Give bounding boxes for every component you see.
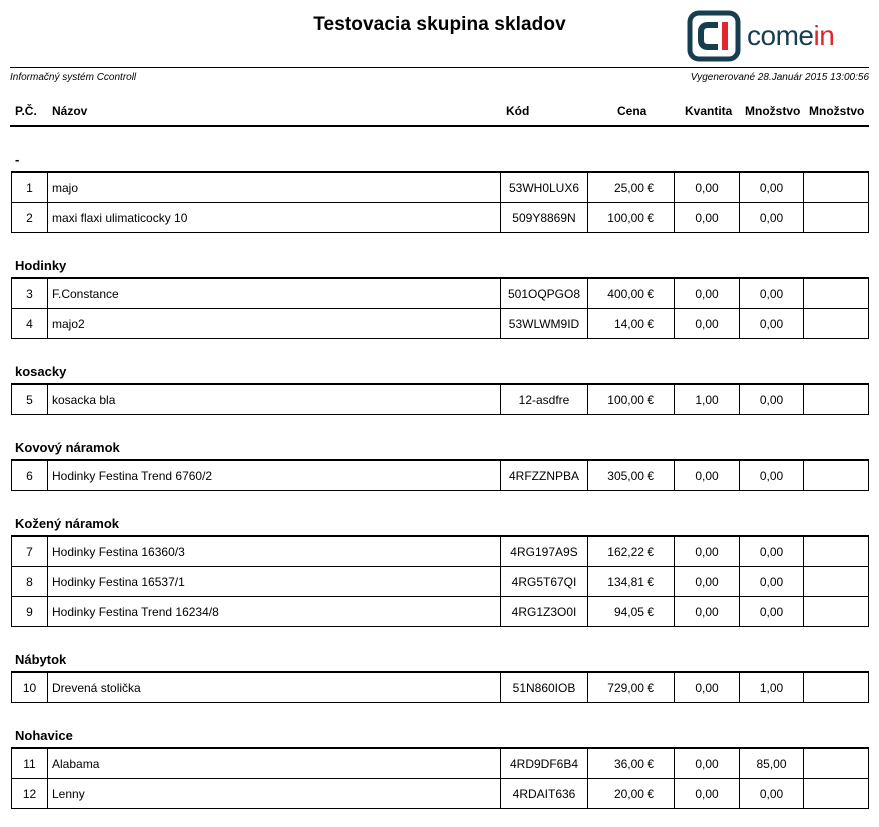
row-number: 1 — [12, 172, 48, 203]
item-quantity: 0,00 — [675, 309, 740, 339]
group-table — [11, 171, 869, 233]
report-title: Testovacia skupina skladov — [313, 14, 566, 35]
table-row — [12, 779, 869, 809]
item-quantity: 0,00 — [675, 672, 740, 703]
table-row — [12, 567, 869, 597]
item-code: 4RG197A9S — [501, 536, 588, 567]
row-number: 12 — [12, 779, 48, 809]
item-code: 53WH0LUX6 — [501, 172, 588, 203]
column-header-amount: Množstvo — [745, 104, 801, 118]
item-amount-2 — [804, 172, 869, 203]
row-number: 8 — [12, 567, 48, 597]
item-name: Hodinky Festina 16360/3 — [48, 536, 501, 567]
column-header-price: Cena — [617, 104, 647, 118]
item-price: 20,00 € — [588, 779, 675, 809]
group-label: kosacky — [15, 364, 67, 379]
header-rule — [10, 67, 869, 68]
logo-mark-icon — [687, 10, 745, 66]
group-table — [11, 747, 869, 809]
table-row — [12, 748, 869, 779]
table-row — [12, 536, 869, 567]
item-code: 12-asdfre — [501, 384, 588, 415]
item-amount-2 — [804, 278, 869, 309]
item-quantity: 1,00 — [675, 384, 740, 415]
system-label: Informačný systém Ccontroll — [10, 72, 137, 83]
group-label: - — [15, 152, 20, 167]
item-amount: 0,00 — [740, 597, 804, 627]
item-name: Hodinky Festina Trend 6760/2 — [48, 460, 501, 491]
item-amount: 0,00 — [740, 203, 804, 233]
table-header-rule — [10, 125, 869, 127]
item-amount: 0,00 — [740, 779, 804, 809]
item-amount: 0,00 — [740, 536, 804, 567]
item-code: 4RG5T67QI — [501, 567, 588, 597]
item-code: 509Y8869N — [501, 203, 588, 233]
item-amount: 0,00 — [740, 309, 804, 339]
item-amount: 85,00 — [740, 748, 804, 779]
row-number: 11 — [12, 748, 48, 779]
table-row — [12, 460, 869, 491]
group-table — [11, 671, 869, 703]
item-name: maxi flaxi ulimaticocky 10 — [48, 203, 501, 233]
table-row — [12, 203, 869, 233]
group-label: Hodinky — [15, 258, 67, 273]
item-amount-2 — [804, 203, 869, 233]
table-row — [12, 278, 869, 309]
item-amount-2 — [804, 460, 869, 491]
item-amount-2 — [804, 748, 869, 779]
logo-wordmark — [747, 20, 834, 52]
item-quantity: 0,00 — [675, 748, 740, 779]
item-amount-2 — [804, 536, 869, 567]
group-label: Kovový náramok — [15, 440, 120, 455]
item-amount: 0,00 — [740, 460, 804, 491]
item-quantity: 0,00 — [675, 567, 740, 597]
group-table — [11, 383, 869, 415]
table-row — [12, 172, 869, 203]
item-quantity: 0,00 — [675, 278, 740, 309]
group-table — [11, 459, 869, 491]
item-name: Drevená stolička — [48, 672, 501, 703]
generated-timestamp: Vygenerované 28.Január 2015 13:00:56 — [690, 72, 869, 83]
item-price: 729,00 € — [588, 672, 675, 703]
item-name: majo — [48, 172, 501, 203]
row-number: 9 — [12, 597, 48, 627]
item-amount-2 — [804, 672, 869, 703]
item-code: 4RDAIT636 — [501, 779, 588, 809]
row-number: 3 — [12, 278, 48, 309]
logo-wordmark-accent: in — [813, 20, 835, 51]
item-name: Hodinky Festina Trend 16234/8 — [48, 597, 501, 627]
group-label: Nábytok — [15, 652, 67, 667]
item-name: Alabama — [48, 748, 501, 779]
item-code: 4RD9DF6B4 — [501, 748, 588, 779]
row-number: 4 — [12, 309, 48, 339]
item-price: 94,05 € — [588, 597, 675, 627]
table-row — [12, 597, 869, 627]
item-amount-2 — [804, 779, 869, 809]
column-header-amount-2: Množstvo — [809, 104, 865, 118]
item-price: 100,00 € — [588, 203, 675, 233]
item-code: 4RFZZNPBA — [501, 460, 588, 491]
item-amount-2 — [804, 384, 869, 415]
group-table — [11, 277, 869, 339]
item-price: 400,00 € — [588, 278, 675, 309]
item-price: 134,81 € — [588, 567, 675, 597]
item-price: 100,00 € — [588, 384, 675, 415]
item-name: kosacka bla — [48, 384, 501, 415]
item-name: Lenny — [48, 779, 501, 809]
table-row — [12, 309, 869, 339]
item-price: 162,22 € — [588, 536, 675, 567]
item-name: F.Constance — [48, 278, 501, 309]
column-header-quantity: Kvantita — [685, 104, 733, 118]
item-quantity: 0,00 — [675, 203, 740, 233]
item-amount: 0,00 — [740, 384, 804, 415]
item-amount: 0,00 — [740, 172, 804, 203]
item-quantity: 0,00 — [675, 460, 740, 491]
row-number: 2 — [12, 203, 48, 233]
table-row — [12, 672, 869, 703]
item-amount: 0,00 — [740, 278, 804, 309]
group-label: Kožený náramok — [15, 516, 120, 531]
item-price: 305,00 € — [588, 460, 675, 491]
item-code: 53WLWM9ID — [501, 309, 588, 339]
row-number: 6 — [12, 460, 48, 491]
row-number: 5 — [12, 384, 48, 415]
column-header-code: Kód — [506, 104, 530, 118]
item-amount: 1,00 — [740, 672, 804, 703]
item-code: 4RG1Z3O0I — [501, 597, 588, 627]
item-quantity: 0,00 — [675, 172, 740, 203]
group-table — [11, 535, 869, 627]
row-number: 7 — [12, 536, 48, 567]
item-quantity: 0,00 — [675, 536, 740, 567]
item-price: 36,00 € — [588, 748, 675, 779]
item-amount-2 — [804, 597, 869, 627]
item-code: 501OQPGO8 — [501, 278, 588, 309]
table-row — [12, 384, 869, 415]
group-label: Nohavice — [15, 728, 73, 743]
item-name: Hodinky Festina 16537/1 — [48, 567, 501, 597]
item-amount-2 — [804, 567, 869, 597]
item-name: majo2 — [48, 309, 501, 339]
item-code: 51N860IOB — [501, 672, 588, 703]
item-amount-2 — [804, 309, 869, 339]
item-quantity: 0,00 — [675, 779, 740, 809]
logo-wordmark-main: come — [747, 20, 814, 51]
item-amount: 0,00 — [740, 567, 804, 597]
item-quantity: 0,00 — [675, 597, 740, 627]
item-price: 25,00 € — [588, 172, 675, 203]
column-header-number: P.Č. — [15, 104, 37, 118]
column-header-name: Názov — [52, 104, 88, 118]
item-price: 14,00 € — [588, 309, 675, 339]
row-number: 10 — [12, 672, 48, 703]
company-logo — [687, 10, 857, 66]
